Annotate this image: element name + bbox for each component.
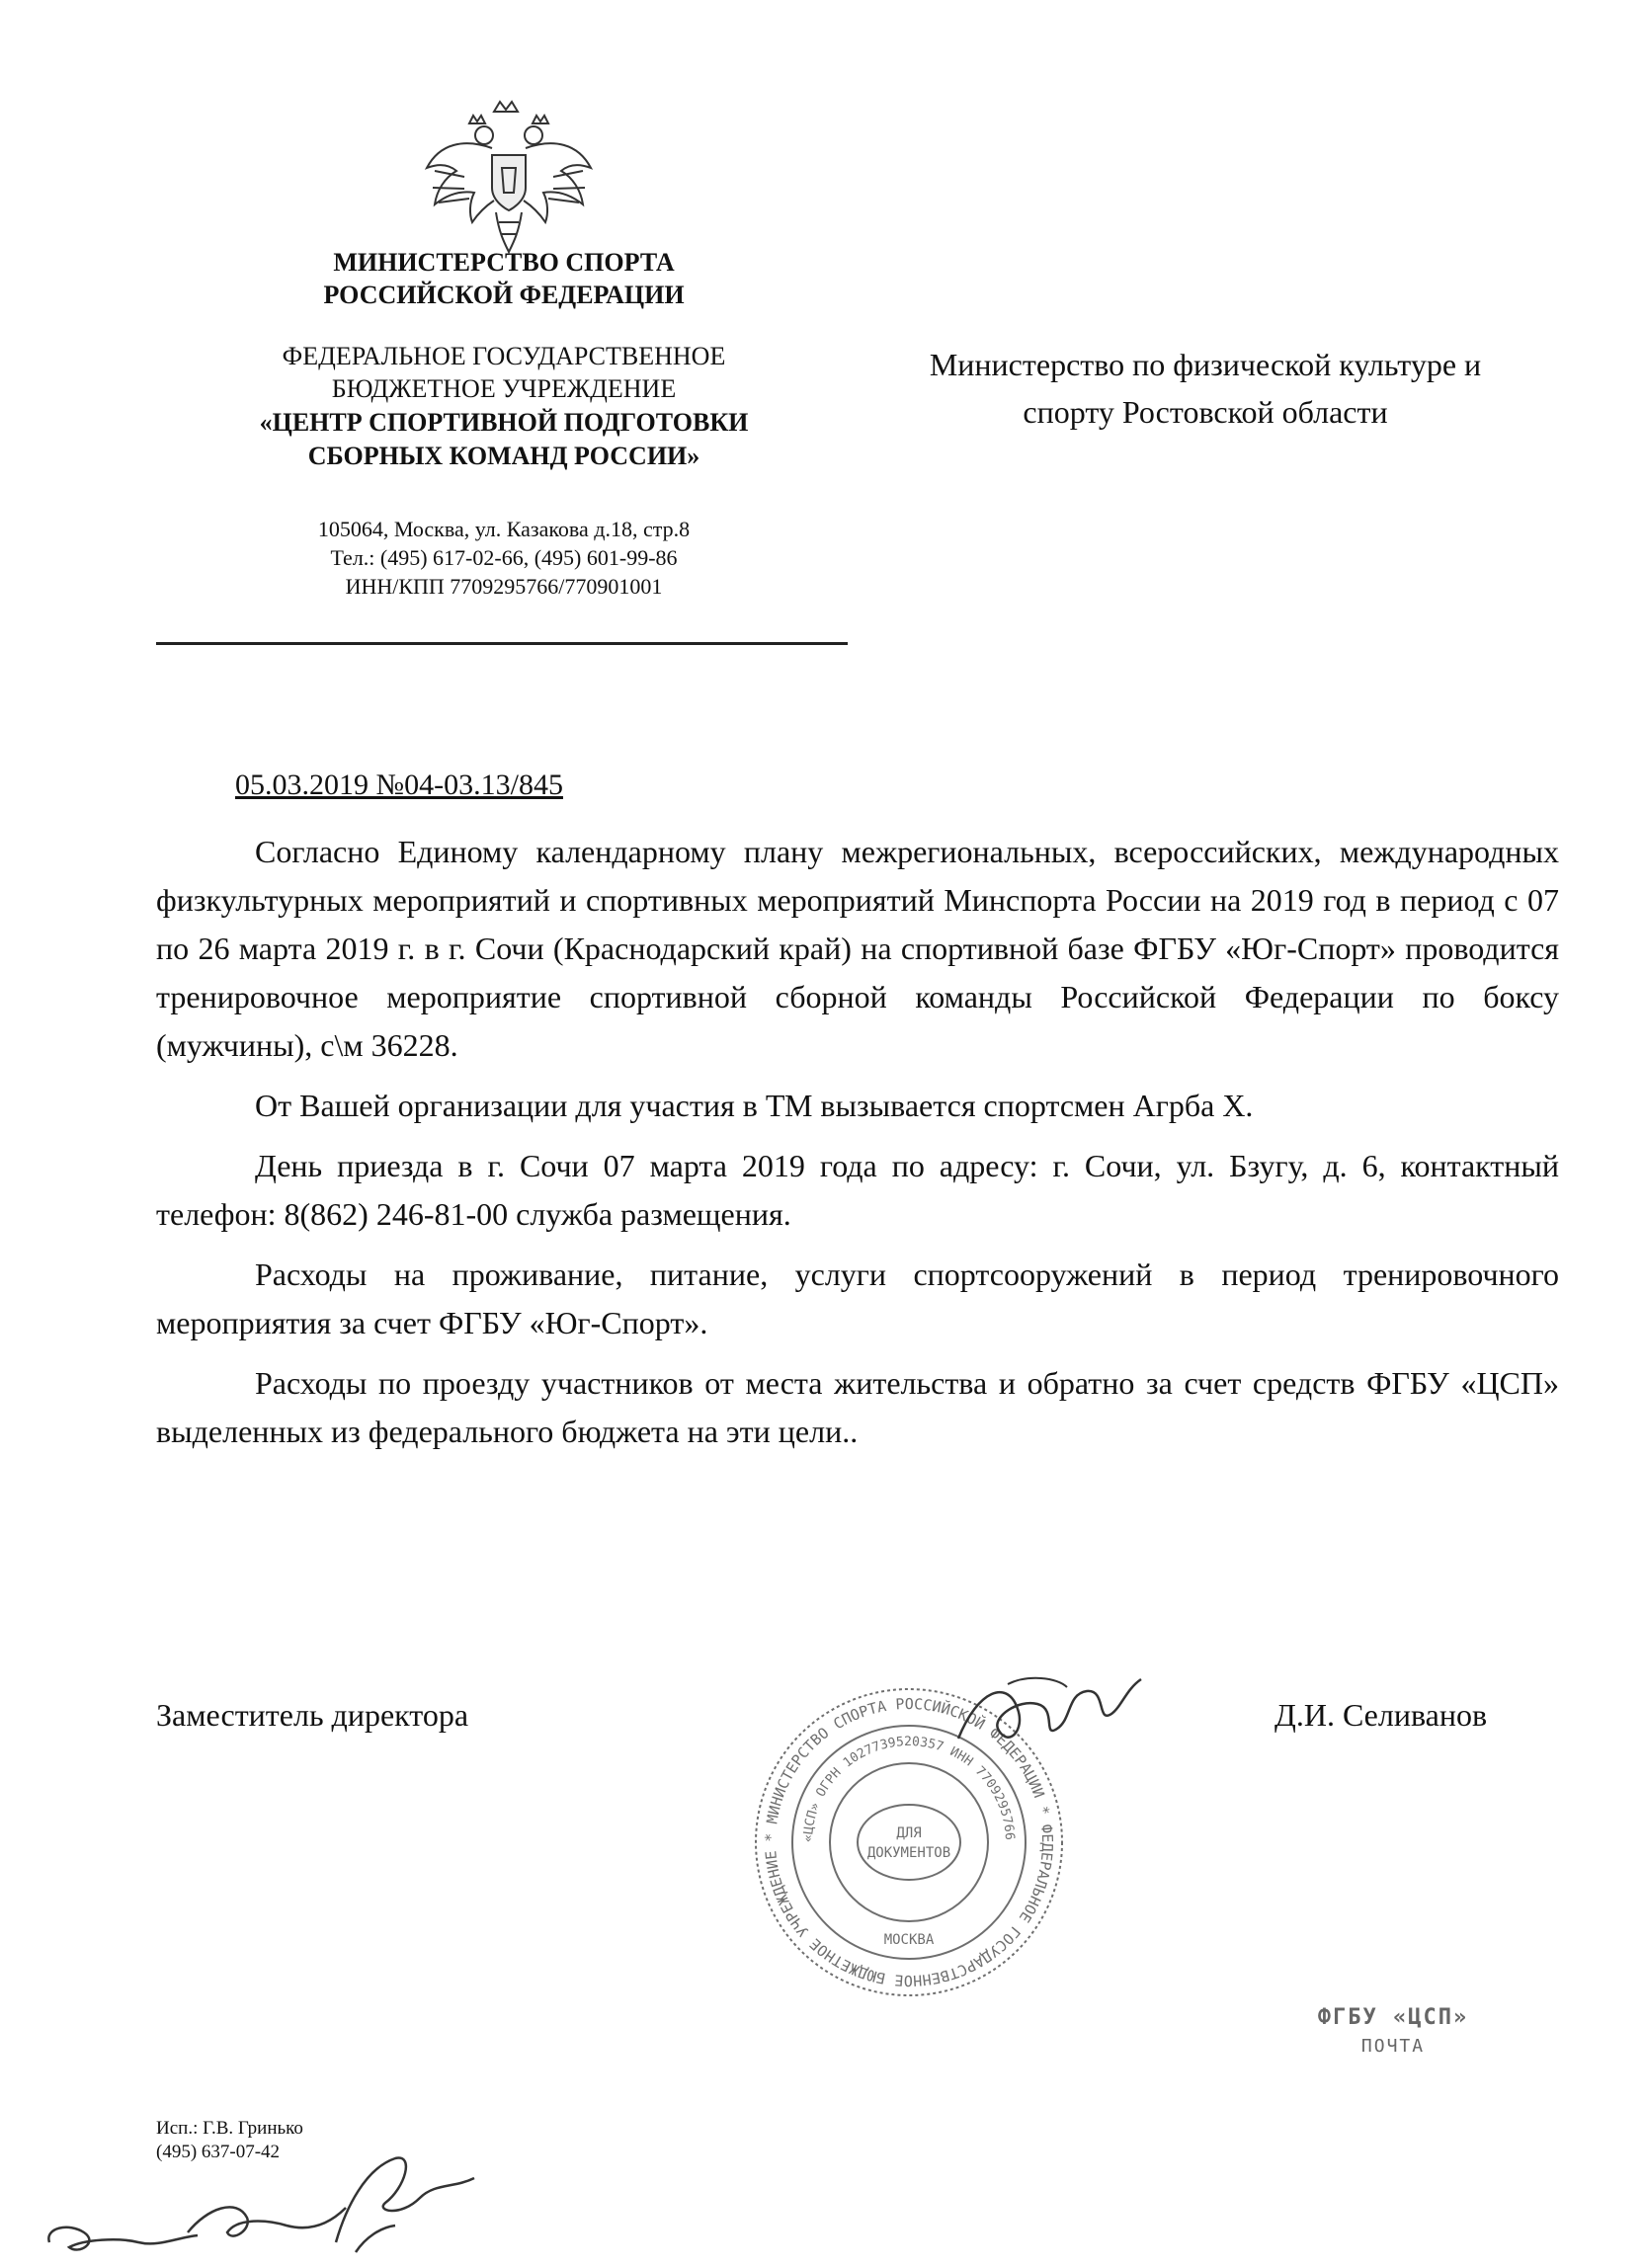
director-signature bbox=[948, 1669, 1146, 1768]
recipient-line1: Министерство по физической культуре и bbox=[929, 347, 1482, 382]
mail-stamp-line1: ФГБУ «ЦСП» bbox=[1317, 2005, 1469, 2030]
body-paragraph-1: Согласно Единому календарному плану межрегиональных, всероссийских, международных физкультурных мероприятий и спортивных мероприятий Минспорта России на 2019 год в период с 07 по 26 марта 2019 г. в г. Сочи (Краснодарский край) на спортивной базе ФГБУ «Юг-Спорт» проводится тренировочное мероприятие спортивной сборной команды Российской Федерации по боксу (мужчины), с\м 36228. bbox=[156, 834, 1559, 1063]
stamp-center-line2: ДОКУМЕНТОВ bbox=[866, 1845, 951, 1861]
mail-stamp-line2: ПОЧТА bbox=[1360, 2036, 1426, 2057]
mail-stamp bbox=[1294, 2005, 1492, 2057]
stamp-center-line1: ДЛЯ bbox=[896, 1825, 922, 1841]
stamp-city: МОСКВА bbox=[883, 1932, 935, 1948]
signatory-name: Д.И. Селиванов bbox=[1274, 1697, 1488, 1733]
executor-name: Исп.: Г.В. Гринько bbox=[156, 2118, 303, 2139]
body-paragraph-5: Расходы по проезду участников от места жительства и обратно за счет средств ФГБУ «ЦСП» выделенных из федерального бюджета на эти цели.. bbox=[156, 1365, 1559, 1449]
handwritten-signature bbox=[40, 2148, 494, 2262]
recipient-line2: спорту Ростовской области bbox=[1023, 394, 1388, 430]
org-inn: ИНН/КПП 7709295766/770901001 bbox=[345, 574, 663, 599]
executor-phone: (495) 637-07-42 bbox=[156, 2142, 281, 2162]
ministry-name-line2: РОССИЙСКОЙ ФЕДЕРАЦИИ bbox=[323, 281, 685, 309]
org-name-line1: ФЕДЕРАЛЬНОЕ ГОСУДАРСТВЕННОЕ bbox=[282, 342, 726, 370]
header-divider bbox=[156, 642, 848, 645]
body-paragraph-2: От Вашей организации для участия в ТМ вызывается спортсмен Агрба Х. bbox=[255, 1088, 1254, 1123]
document-number: 05.03.2019 №04-03.13/845 bbox=[235, 769, 563, 801]
org-name-line3: «ЦЕНТР СПОРТИВНОЙ ПОДГОТОВКИ bbox=[259, 408, 749, 437]
body-paragraph-4: Расходы на проживание, питание, услуги спортсооружений в период тренировочного мероприятия за счет ФГБУ «Юг-Спорт». bbox=[156, 1256, 1559, 1340]
letter-body bbox=[156, 828, 1559, 1468]
ministry-name-line1: МИНИСТЕРСТВО СПОРТА bbox=[333, 248, 675, 277]
org-name-line2: БЮДЖЕТНОЕ УЧРЕЖДЕНИЕ bbox=[331, 374, 677, 403]
body-paragraph-3: День приезда в г. Сочи 07 марта 2019 года по адресу: г. Сочи, ул. Бзугу, д. 6, контактный телефон: 8(862) 246-81-00 служба размещения. bbox=[156, 1148, 1559, 1232]
stamp-inner-text: «ЦСП» ОГРН 1027739520357 ИНН 7709295766 bbox=[800, 1734, 1018, 1843]
signatory-position: Заместитель директора bbox=[156, 1697, 469, 1733]
recipient-block bbox=[850, 341, 1561, 436]
org-name-line4: СБОРНЫХ КОМАНД РОССИИ» bbox=[307, 442, 700, 470]
stamp-ring-text: * МИНИСТЕРСТВО СПОРТА РОССИЙСКОЙ ФЕДЕРАЦИИ * ФЕДЕРАЛЬНОЕ ГОСУДАРСТВЕННОЕ БЮДЖЕТНОЕ УЧРЕЖДЕНИЕ bbox=[761, 1694, 1057, 1990]
coat-of-arms-icon bbox=[415, 94, 603, 262]
org-address: 105064, Москва, ул. Казакова д.18, стр.8 bbox=[317, 517, 691, 541]
org-phone: Тел.: (495) 617-02-66, (495) 601-99-86 bbox=[330, 545, 678, 570]
